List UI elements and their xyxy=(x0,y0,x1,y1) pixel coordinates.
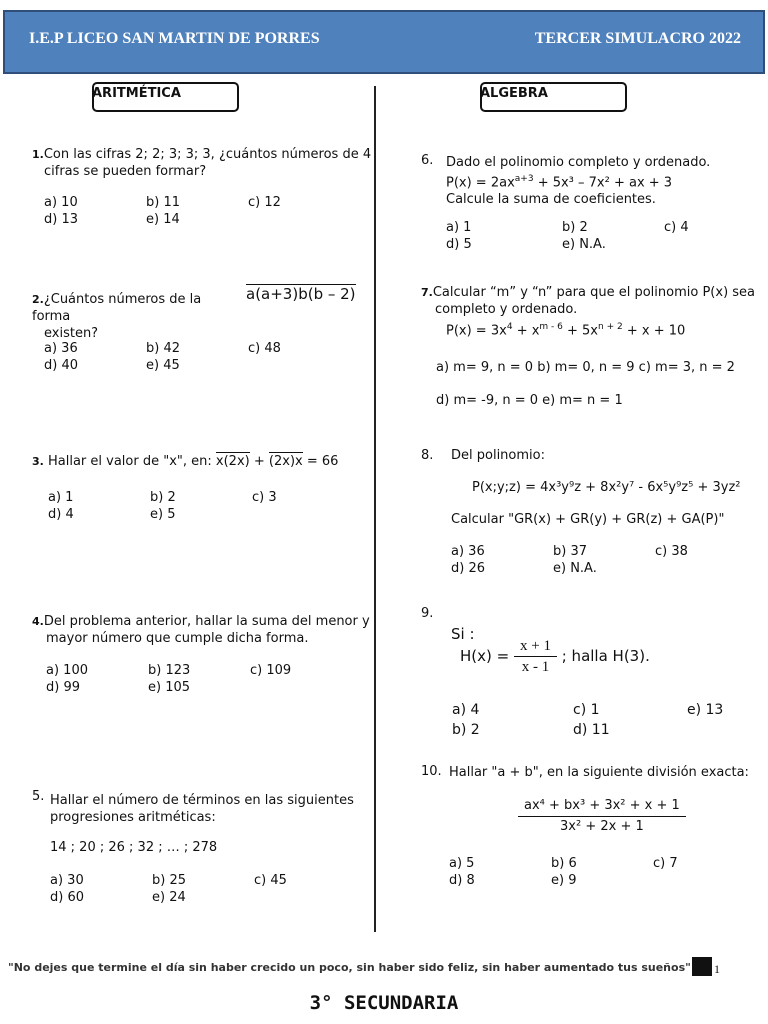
option: e) 13 xyxy=(687,702,724,718)
overlined-term: x(2x) xyxy=(215,454,250,469)
question-text: Si : xyxy=(451,625,475,643)
question-text: completo y ordenado. xyxy=(435,302,578,317)
polynomial: P(x;y;z) = 4x³y⁹z + 8x²y⁷ - 6x⁵y⁹z⁵ + 3yz² xyxy=(472,480,741,495)
polynomial: P(x) = 2ax xyxy=(446,175,515,191)
option: c) 7 xyxy=(653,856,678,871)
function-definition xyxy=(460,636,650,677)
option: c) 48 xyxy=(248,341,281,356)
question-text: Hallar el valor de "x", en: xyxy=(47,454,212,469)
option: a) 10 xyxy=(44,195,78,210)
question-5-number: 5. xyxy=(32,789,45,804)
option: a) 1 xyxy=(48,490,74,505)
overlined-expression: a(a+3)b(b – 2) xyxy=(246,285,356,303)
exponent: a+3 xyxy=(514,174,534,184)
section-aritmetica xyxy=(92,82,239,112)
question-7 xyxy=(421,284,766,318)
school-name: I.E.P LICEO SAN MARTIN DE PORRES xyxy=(29,30,320,47)
option: c) 4 xyxy=(664,220,689,235)
denominator: x - 1 xyxy=(521,659,550,675)
poly-part: 3x xyxy=(490,323,507,339)
numerator: ax⁴ + bx³ + 3x² + x + 1 xyxy=(518,796,686,817)
option: e) 45 xyxy=(146,358,180,373)
question-text: Con las cifras 2; 2; 3; 3; 3, ¿cuántos números de 4 xyxy=(43,147,372,162)
question-text: Calcule la suma de coeficientes. xyxy=(446,192,656,208)
option: d) 8 xyxy=(449,873,475,888)
question-text: progresiones aritméticas: xyxy=(50,810,216,825)
plus-sign: + xyxy=(253,454,265,469)
options-row: d) m= -9, n = 0 e) m= n = 1 xyxy=(436,393,623,408)
question-9-number: 9. xyxy=(421,606,434,621)
exponent: m - 6 xyxy=(539,322,563,332)
question-3 xyxy=(32,453,372,470)
option: b) 42 xyxy=(146,341,180,356)
section-label: ARITMÉTICA xyxy=(92,86,181,101)
question-text: mayor número que cumple dicha forma. xyxy=(46,631,309,646)
option: d) 5 xyxy=(446,237,472,252)
option: c) 38 xyxy=(655,544,688,559)
question-text: Del polinomio: xyxy=(451,448,545,463)
option: a) 36 xyxy=(451,544,485,559)
numerator: x + 1 xyxy=(514,636,557,657)
grade-footer: 3° SECUNDARIA xyxy=(309,992,459,1014)
exponent: 4 xyxy=(506,322,513,332)
denominator: 3x² + 2x + 1 xyxy=(560,819,644,834)
option: d) 60 xyxy=(50,890,84,905)
option: d) 11 xyxy=(573,722,610,738)
option: b) 2 xyxy=(150,490,176,505)
overlined-term: (2x)x xyxy=(268,454,303,469)
fraction xyxy=(514,636,557,677)
options-row: a) m= 9, n = 0 b) m= 0, n = 9 c) m= 3, n = 2 xyxy=(436,360,735,375)
exam-title: TERCER SIMULACRO 2022 xyxy=(534,30,741,47)
option: e) 14 xyxy=(146,212,180,227)
option: c) 12 xyxy=(248,195,281,210)
option: c) 1 xyxy=(573,702,600,718)
question-1 xyxy=(32,146,372,180)
option: c) 109 xyxy=(250,663,292,678)
option: a) 1 xyxy=(446,220,472,235)
option: d) 99 xyxy=(46,680,80,695)
option: d) 40 xyxy=(44,358,78,373)
page-marker xyxy=(692,957,712,976)
option: e) 105 xyxy=(148,680,191,695)
question-number: 1. xyxy=(32,148,44,161)
option: e) 9 xyxy=(551,873,577,888)
poly-part: + x + 10 xyxy=(626,323,686,339)
polynomial: + 5x³ – 7x² + ax + 3 xyxy=(533,175,673,191)
question-text: Del problema anterior, hallar la suma del menor y xyxy=(43,614,370,629)
option: c) 45 xyxy=(254,873,287,888)
option: a) 4 xyxy=(452,702,480,718)
option: d) 4 xyxy=(48,507,74,522)
motivational-quote: "No dejes que termine el día sin haber crecido un poco, sin haber sido feliz, sin haber aumentado tus sueños" xyxy=(8,961,691,974)
option: b) 11 xyxy=(146,195,180,210)
function-name: H(x) = xyxy=(460,647,510,665)
option: b) 123 xyxy=(148,663,191,678)
question-8-number: 8. xyxy=(421,448,434,463)
option: e) 5 xyxy=(150,507,176,522)
poly-part: P(x) = xyxy=(446,323,491,339)
poly-part: + x xyxy=(516,323,540,339)
question-2 xyxy=(32,291,232,342)
column-divider xyxy=(374,86,376,932)
option: e) N.A. xyxy=(553,561,597,576)
option: a) 100 xyxy=(46,663,88,678)
option: a) 36 xyxy=(44,341,78,356)
option: b) 37 xyxy=(553,544,587,559)
question-text: ¿Cuántos números de la forma xyxy=(32,292,202,324)
polynomial xyxy=(446,322,685,338)
question-text: Hallar el número de términos en las siguientes xyxy=(50,793,354,808)
division-fraction xyxy=(518,796,686,837)
question-number: 4. xyxy=(32,615,44,628)
option: b) 25 xyxy=(152,873,186,888)
section-label: ALGEBRA xyxy=(480,86,548,101)
question-number: 7. xyxy=(421,286,433,299)
question-text: Dado el polinomio completo y ordenado. xyxy=(446,155,711,170)
question-text: cifras se pueden formar? xyxy=(44,164,207,179)
section-algebra xyxy=(480,82,627,112)
question-10-number: 10. xyxy=(421,764,442,779)
option: c) 3 xyxy=(252,490,277,505)
fraction xyxy=(518,796,686,837)
page-number: 1 xyxy=(714,962,720,976)
question-6-number: 6. xyxy=(421,153,434,168)
poly-part: + 5x xyxy=(567,323,599,339)
page-header xyxy=(3,10,765,74)
question-text: existen? xyxy=(44,326,99,341)
question-4 xyxy=(32,613,372,647)
question-5 xyxy=(50,792,370,826)
option: d) 26 xyxy=(451,561,485,576)
option: d) 13 xyxy=(44,212,78,227)
sequence: 14 ; 20 ; 26 ; 32 ; … ; 278 xyxy=(50,840,218,855)
equation-result: = 66 xyxy=(306,454,339,469)
question-number: 2. xyxy=(32,293,44,306)
option: b) 6 xyxy=(551,856,577,871)
option: e) N.A. xyxy=(562,237,606,252)
question-text: Calcular "GR(x) + GR(y) + GR(z) + GA(P)" xyxy=(451,512,725,527)
option: a) 30 xyxy=(50,873,84,888)
question-6 xyxy=(446,154,766,208)
option: a) 5 xyxy=(449,856,475,871)
option: b) 2 xyxy=(562,220,588,235)
option: b) 2 xyxy=(452,722,480,738)
exponent: n + 2 xyxy=(598,322,623,332)
question-text: Calcular “m” y “n” para que el polinomio P(x) sea xyxy=(432,285,756,300)
question-text: ; halla H(3). xyxy=(561,647,650,665)
option: e) 24 xyxy=(152,890,186,905)
question-text: Hallar "a + b", en la siguiente división exacta: xyxy=(449,765,749,780)
question-number: 3. xyxy=(32,455,44,468)
